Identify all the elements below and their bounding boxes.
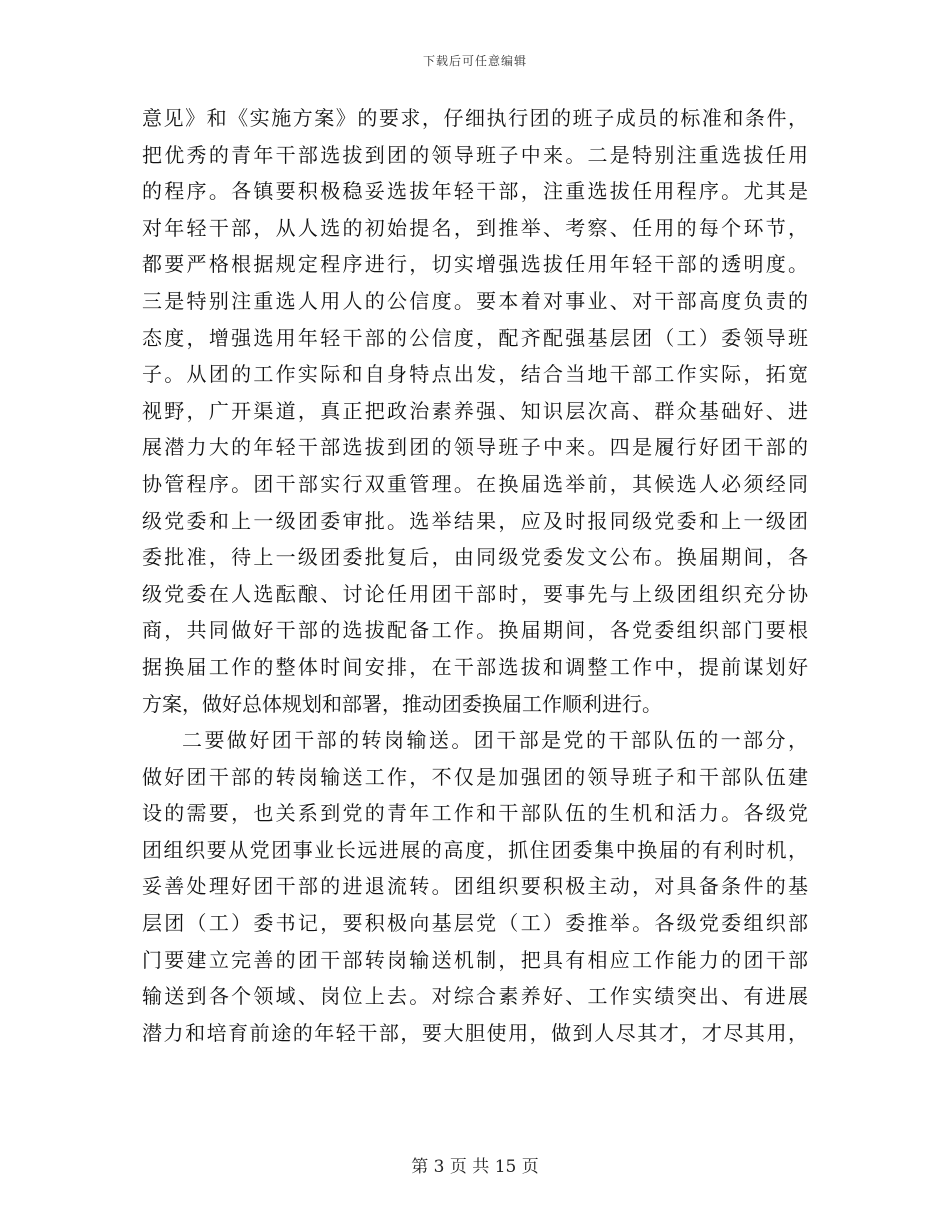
paragraph-start-line: 二要做好团干部的转岗输送。团干部是党的干部队伍的一部分， bbox=[182, 728, 808, 753]
text-line: 级党委在人选酝酿、讨论任用团干部时，要事先与上级团组织充分协 bbox=[142, 581, 808, 606]
text-line: 都要严格根据规定程序进行，切实增强选拔任用年轻干部的透明度。 bbox=[142, 252, 808, 277]
text-line: 委批准，待上一级团委批复后，由同级党委发文公布。换届期间，各 bbox=[142, 545, 808, 570]
text-line: 三是特别注重选人用人的公信度。要本着对事业、对干部高度负责的 bbox=[142, 288, 808, 313]
text-line: 输送到各个领域、岗位上去。对综合素养好、工作实绩突出、有进展 bbox=[142, 984, 808, 1009]
text-line: 态度，增强选用年轻干部的公信度，配齐配强基层团（工）委领导班 bbox=[142, 325, 808, 350]
text-line: 团组织要从党团事业长远进展的高度，抓住团委集中换届的有利时机， bbox=[142, 837, 808, 862]
text-line: 子。从团的工作实际和自身特点出发，结合当地干部工作实际，拓宽 bbox=[142, 362, 808, 387]
text-line: 妥善处理好团干部的进退流转。团组织要积极主动，对具备条件的基 bbox=[142, 874, 808, 899]
text-line: 门要建立完善的团干部转岗输送机制，把具有相应工作能力的团干部 bbox=[142, 947, 808, 972]
text-line: 视野，广开渠道，真正把政治素养强、知识层次高、群众基础好、进 bbox=[142, 398, 808, 423]
text-line: 商，共同做好干部的选拔配备工作。换届期间，各党委组织部门要根 bbox=[142, 618, 808, 643]
text-line: 设的需要，也关系到党的青年工作和干部队伍的生机和活力。各级党 bbox=[142, 801, 808, 826]
text-line: 做好团干部的转岗输送工作，不仅是加强团的领导班子和干部队伍建 bbox=[142, 764, 808, 789]
text-line: 潜力和培育前途的年轻干部，要大胆使用，做到人尽其才，才尽其用， bbox=[142, 1020, 808, 1045]
page-header-note: 下载后可任意编辑 bbox=[422, 54, 527, 68]
text-line: 展潜力大的年轻干部选拔到团的领导班子中来。四是履行好团干部的 bbox=[142, 435, 808, 460]
text-line: 对年轻干部，从人选的初始提名，到推举、考察、任用的每个环节， bbox=[142, 215, 808, 240]
text-line: 意见》和《实施方案》的要求，仔细执行团的班子成员的标准和条件， bbox=[142, 106, 808, 130]
paragraph-end-line: 方案，做好总体规划和部署，推动团委换届工作顺利进行。 bbox=[142, 691, 662, 716]
text-line: 级党委和上一级团委审批。选举结果，应及时报同级党委和上一级团 bbox=[142, 508, 808, 533]
document-body bbox=[142, 100, 808, 1051]
text-line: 协管程序。团干部实行双重管理。在换届选举前，其候选人必须经同 bbox=[142, 471, 808, 496]
text-line: 的程序。各镇要积极稳妥选拔年轻干部，注重选拔任用程序。尤其是 bbox=[142, 179, 808, 204]
text-line: 层团（工）委书记，要积极向基层党（工）委推举。各级党委组织部 bbox=[142, 911, 808, 936]
text-line: 把优秀的青年干部选拔到团的领导班子中来。二是特别注重选拔任用 bbox=[142, 142, 808, 167]
page-number-footer: 第 3 页 共 15 页 bbox=[411, 1157, 539, 1177]
text-line: 据换届工作的整体时间安排，在干部选拔和调整工作中，提前谋划好 bbox=[142, 654, 808, 679]
